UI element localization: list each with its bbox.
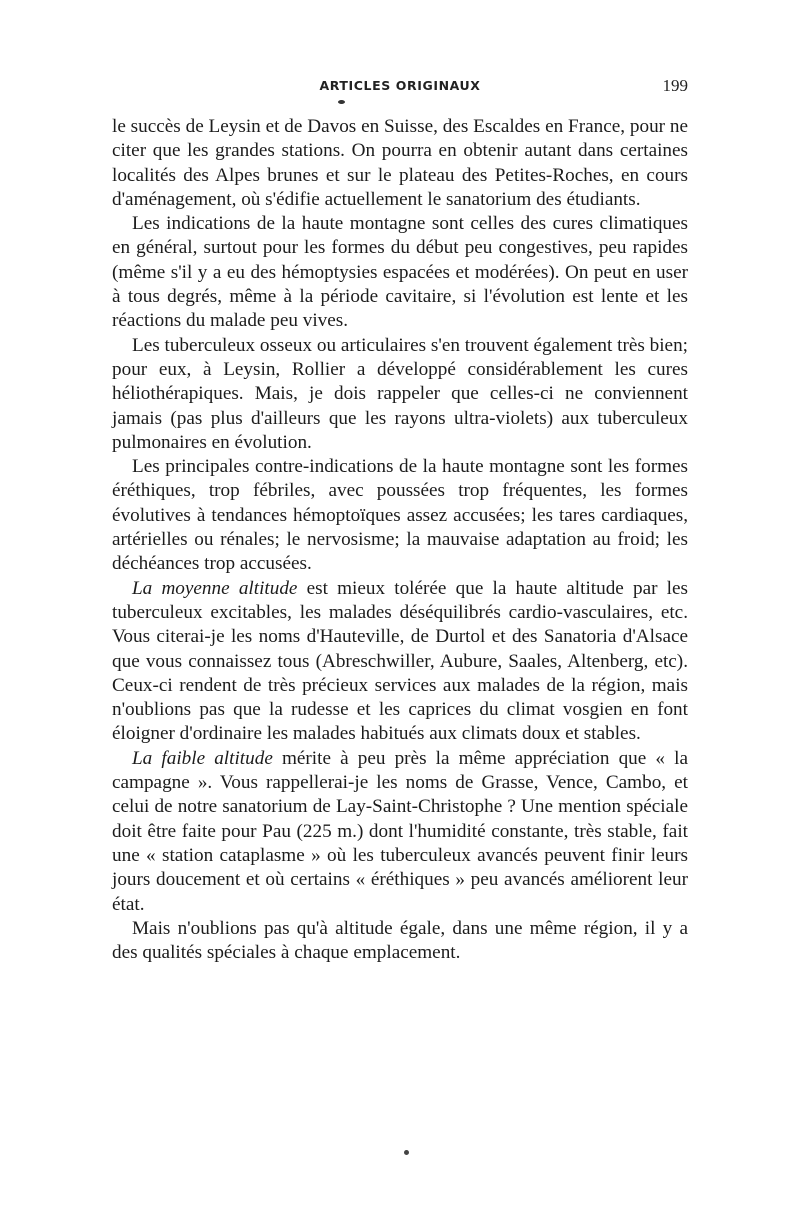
paragraph (112, 577, 688, 747)
paragraph (112, 747, 688, 917)
paragraph-text: le succès de Leysin et de Davos en Suisse, des Escaldes en France, pour ne citer que les grandes stations. On pourra en obtenir autant dans certaines localités des Alpes brunes et sur le plateau des Petites-Roches, en cours d'aménagement, où s'édifie actuellement le sanatorium des étudiants. (112, 116, 688, 210)
paragraph-text: mérite à peu près la même appréciation que « la campagne ». Vous rappellerai-je les noms de Grasse, Vence, Cambo, et celui de notre sanatorium de Lay-Saint-Christophe ? Une mention spéciale doit être faite pour Pau (225 m.) dont l'humidité constante, très stable, fait une « station cataplasme » où les tuberculeux avancés peuvent finir leurs jours doucement et où certains « éréthiques » peu avancés améliorent leur état. (112, 747, 688, 915)
print-speck (338, 100, 345, 104)
running-header (112, 78, 688, 102)
paragraph (112, 212, 688, 333)
paragraph-text: Mais n'oublions pas qu'à altitude égale, dans une même région, il y a des qualités spéciales à chaque emplacement. (112, 917, 688, 964)
paragraph (112, 455, 688, 576)
italic-lead: La moyenne altitude (132, 577, 298, 599)
paragraph-text: Les principales contre-indications de la haute montagne sont les formes éréthiques, trop fébriles, avec poussées trop fréquentes, les formes évolutives à tendances hémoptoïques assez accusées; les tares cardiaques, artérielles ou rénales; le nervosisme; la mauvaise adaptation au froid; les déchéances trop accusées. (112, 456, 688, 575)
paragraph-text: est mieux tolérée que la haute altitude par les tuberculeux excitables, les malades déséquilibrés cardio-vasculaires, etc. Vous citerai-je les noms d'Hauteville, de Durtol et des Sanatoria d'Alsace que vous connaissez tous (Abreschwiller, Aubure, Saales, Altenberg, etc). Ceux-ci rendent de très précieux services aux malades de la région, mais n'oublions pas que la rudesse et les caprices du climat vosgien en font éloigner d'ordinaire les malades habitués aux climats doux et stables. (112, 577, 688, 745)
paragraph (112, 917, 688, 966)
print-dot (404, 1150, 409, 1155)
paragraph (112, 115, 688, 212)
paragraph (112, 334, 688, 455)
article-body (112, 115, 688, 965)
italic-lead: La faible altitude (132, 747, 273, 769)
paragraph-text: Les indications de la haute montagne sont celles des cures climatiques en général, surtout pour les formes du début peu congestives, peu rapides (même s'il y a eu des hémoptysies espacées et modérées). On peut en user à tous degrés, même à la période cavitaire, si l'évolution est lente et les réactions du malade peu vives. (112, 213, 688, 332)
header-title: ARTICLES ORIGINAUX (319, 78, 481, 93)
paragraph-text: Les tuberculeux osseux ou articulaires s'en trouvent également très bien; pour eux, à Leysin, Rollier a développé considérablement les cures héliothérapiques. Mais, je dois rappeler que celles-ci ne conviennent jamais (pas plus d'ailleurs que les rayons ultra-violets) aux tuberculeux pulmonaires en évolution. (112, 334, 688, 453)
page-number: 199 (662, 76, 688, 95)
